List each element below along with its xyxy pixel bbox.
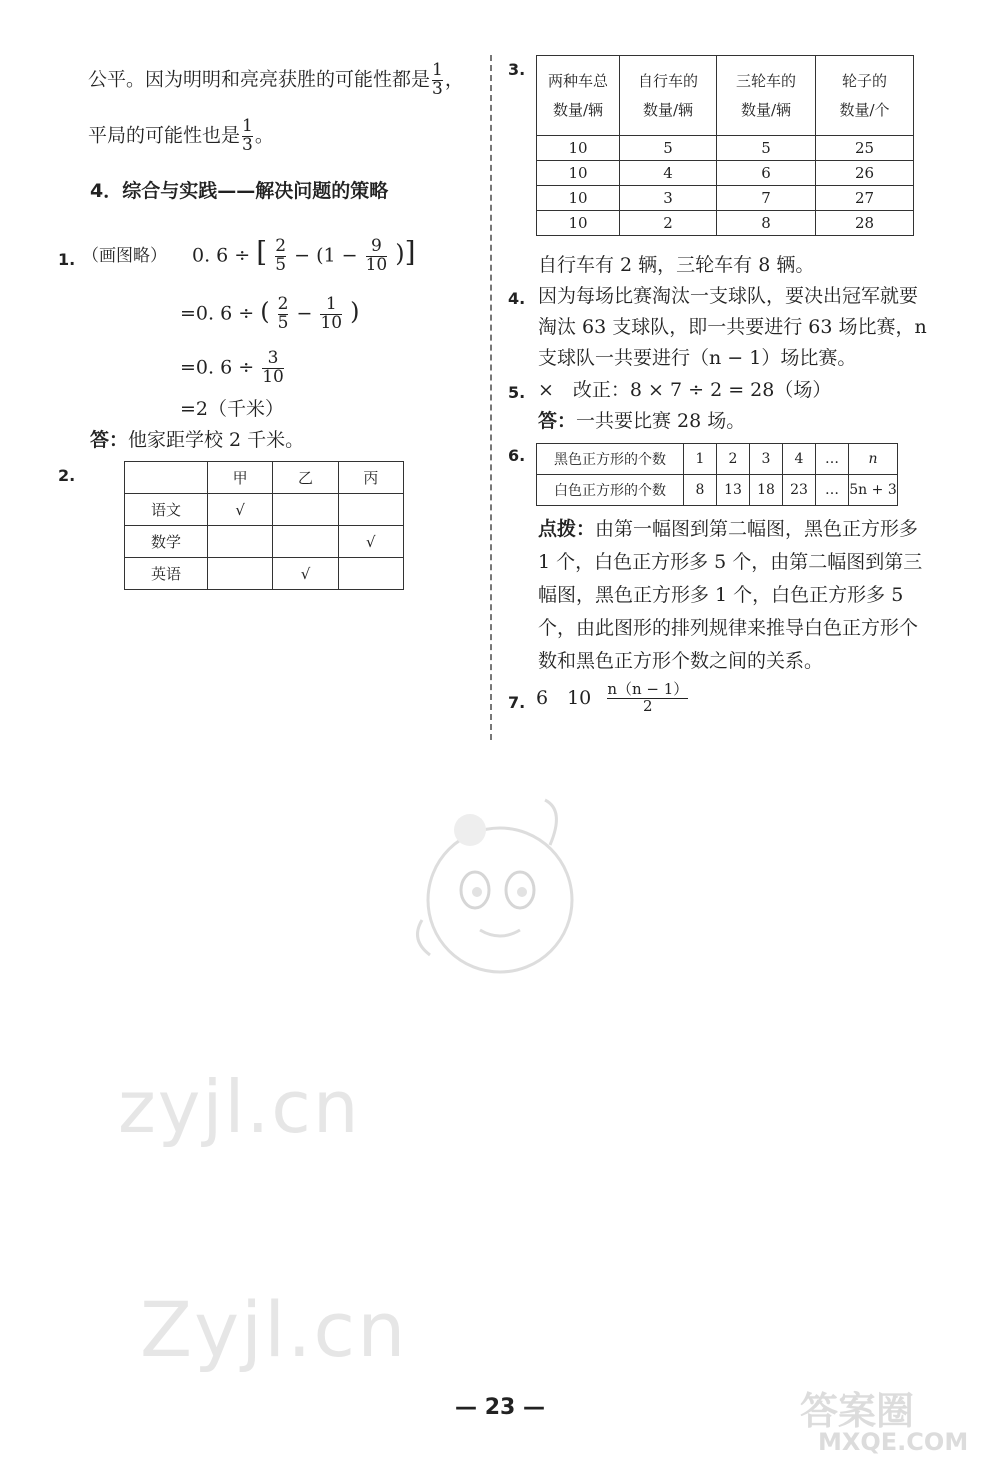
q3-cell: 10 bbox=[537, 186, 620, 211]
q2-cell bbox=[208, 526, 273, 558]
q4-line-2: 淘汰 63 支球队，即一共要进行 63 场比赛，n bbox=[538, 316, 927, 338]
q3-cell: 25 bbox=[816, 136, 914, 161]
q3-number: 3. bbox=[508, 60, 526, 79]
q3-header-cell: 自行车的 数量/辆 bbox=[620, 56, 717, 136]
q4-number: 4. bbox=[508, 289, 526, 308]
q3-cell: 10 bbox=[537, 161, 620, 186]
q3-cell: 10 bbox=[537, 136, 620, 161]
column-divider bbox=[490, 55, 492, 740]
q6-hint-line-3: 幅图，黑色正方形多 1 个，白色正方形多 5 bbox=[538, 584, 904, 606]
q2-subject: 数学 bbox=[125, 526, 208, 558]
q6-cell: n bbox=[849, 444, 898, 475]
q2-cell bbox=[273, 494, 338, 526]
q6-hint-line-1: 点拨：由第一幅图到第二幅图，黑色正方形多 bbox=[538, 518, 919, 540]
q3-cell: 28 bbox=[816, 211, 914, 236]
q6-cell: 1 bbox=[684, 444, 717, 475]
q6-number: 6. bbox=[508, 446, 526, 465]
q2-header-cell: 乙 bbox=[273, 462, 338, 494]
q6-cell: 黑色正方形的个数 bbox=[537, 444, 684, 475]
q2-cell bbox=[208, 558, 273, 590]
page-number: — 23 — bbox=[455, 1395, 545, 1420]
watermark-text: zyjl.cn bbox=[118, 1065, 361, 1149]
q6-cell: 白色正方形的个数 bbox=[537, 475, 684, 506]
watermark-url: MXQE.COM bbox=[818, 1428, 969, 1456]
q2-cell: √ bbox=[338, 526, 403, 558]
q6-cell: … bbox=[816, 475, 849, 506]
q3-cell: 3 bbox=[620, 186, 717, 211]
mascot-illustration bbox=[400, 790, 620, 1010]
q3-conclusion: 自行车有 2 辆，三轮车有 8 辆。 bbox=[538, 254, 815, 276]
intro-line-2: 平局的可能性也是 $\frac{1}{3}$ 。 bbox=[88, 116, 274, 155]
q1-step1: 0. 6 ÷ [ $\frac{2}{5}$ − (1 − $\frac{9}{10}$ )] bbox=[192, 235, 416, 275]
q6-table bbox=[536, 443, 898, 506]
q3-cell: 8 bbox=[717, 211, 816, 236]
q1-step4: =2（千米） bbox=[180, 398, 285, 420]
watermark-text: Zyjl.cn bbox=[140, 1285, 408, 1374]
q3-header-cell: 轮子的 数量/个 bbox=[816, 56, 914, 136]
q6-cell: 4 bbox=[783, 444, 816, 475]
q6-hint-line-5: 数和黑色正方形个数之间的关系。 bbox=[538, 650, 824, 672]
q6-cell: 2 bbox=[717, 444, 750, 475]
q6-cell: 23 bbox=[783, 475, 816, 506]
q2-subject: 语文 bbox=[125, 494, 208, 526]
q1-note: （画图略） bbox=[82, 246, 167, 266]
q3-cell: 5 bbox=[620, 136, 717, 161]
watermark-logo: 答案圈 bbox=[800, 1389, 915, 1433]
q2-cell bbox=[338, 558, 403, 590]
q6-cell: 8 bbox=[684, 475, 717, 506]
q4-line-3: 支球队一共要进行（n − 1）场比赛。 bbox=[538, 347, 857, 369]
q3-table bbox=[536, 55, 914, 236]
q6-cell: 18 bbox=[750, 475, 783, 506]
q1-number: 1. bbox=[58, 250, 76, 269]
q2-cell: √ bbox=[273, 558, 338, 590]
q3-cell: 5 bbox=[717, 136, 816, 161]
q1-answer: 答：他家距学校 2 千米。 bbox=[90, 429, 305, 451]
q3-header-cell: 三轮车的 数量/辆 bbox=[717, 56, 816, 136]
q2-cell: √ bbox=[208, 494, 273, 526]
q6-cell: 5n + 3 bbox=[849, 475, 898, 506]
q1-step2: =0. 6 ÷ ( $\frac{2}{5}$ − $\frac{1}{10}$ ) bbox=[180, 294, 360, 333]
q2-cell bbox=[273, 526, 338, 558]
q3-cell: 10 bbox=[537, 211, 620, 236]
q5-answer: 答：一共要比赛 28 场。 bbox=[538, 410, 746, 432]
q5-line-1: × 改正：8 × 7 ÷ 2 = 28（场） bbox=[538, 379, 832, 401]
q2-cell bbox=[338, 494, 403, 526]
q6-cell: … bbox=[816, 444, 849, 475]
q2-subject: 英语 bbox=[125, 558, 208, 590]
q7-answer: 6 10 $\frac{n(n - 1)}{2}$ bbox=[536, 680, 689, 715]
section-title: 4．综合与实践——解决问题的策略 bbox=[90, 180, 389, 202]
q2-header-cell: 丙 bbox=[338, 462, 403, 494]
q7-number: 7. bbox=[508, 693, 526, 712]
q3-cell: 6 bbox=[717, 161, 816, 186]
q6-hint-line-4: 个，由此图形的排列规律来推导白色正方形个 bbox=[538, 617, 919, 639]
q4-line-1: 因为每场比赛淘汰一支球队，要决出冠军就要 bbox=[538, 285, 919, 307]
q3-cell: 2 bbox=[620, 211, 717, 236]
q6-cell: 13 bbox=[717, 475, 750, 506]
q1-step3: =0. 6 ÷ $\frac{3}{10}$ bbox=[180, 348, 284, 387]
q3-cell: 4 bbox=[620, 161, 717, 186]
q2-header-cell: 甲 bbox=[208, 462, 273, 494]
q2-header-cell bbox=[125, 462, 208, 494]
q6-hint-line-2: 1 个，白色正方形多 5 个，由第二幅图到第三 bbox=[538, 551, 923, 573]
q5-number: 5. bbox=[508, 383, 526, 402]
q6-cell: 3 bbox=[750, 444, 783, 475]
q2-number: 2. bbox=[58, 466, 76, 485]
q3-cell: 27 bbox=[816, 186, 914, 211]
q3-cell: 7 bbox=[717, 186, 816, 211]
q3-cell: 26 bbox=[816, 161, 914, 186]
q2-table bbox=[124, 461, 404, 590]
q3-header-cell: 两种车总 数量/辆 bbox=[537, 56, 620, 136]
intro-line-1: 公平。因为明明和亮亮获胜的可能性都是 $\frac{1}{3}$ ， bbox=[88, 60, 464, 99]
